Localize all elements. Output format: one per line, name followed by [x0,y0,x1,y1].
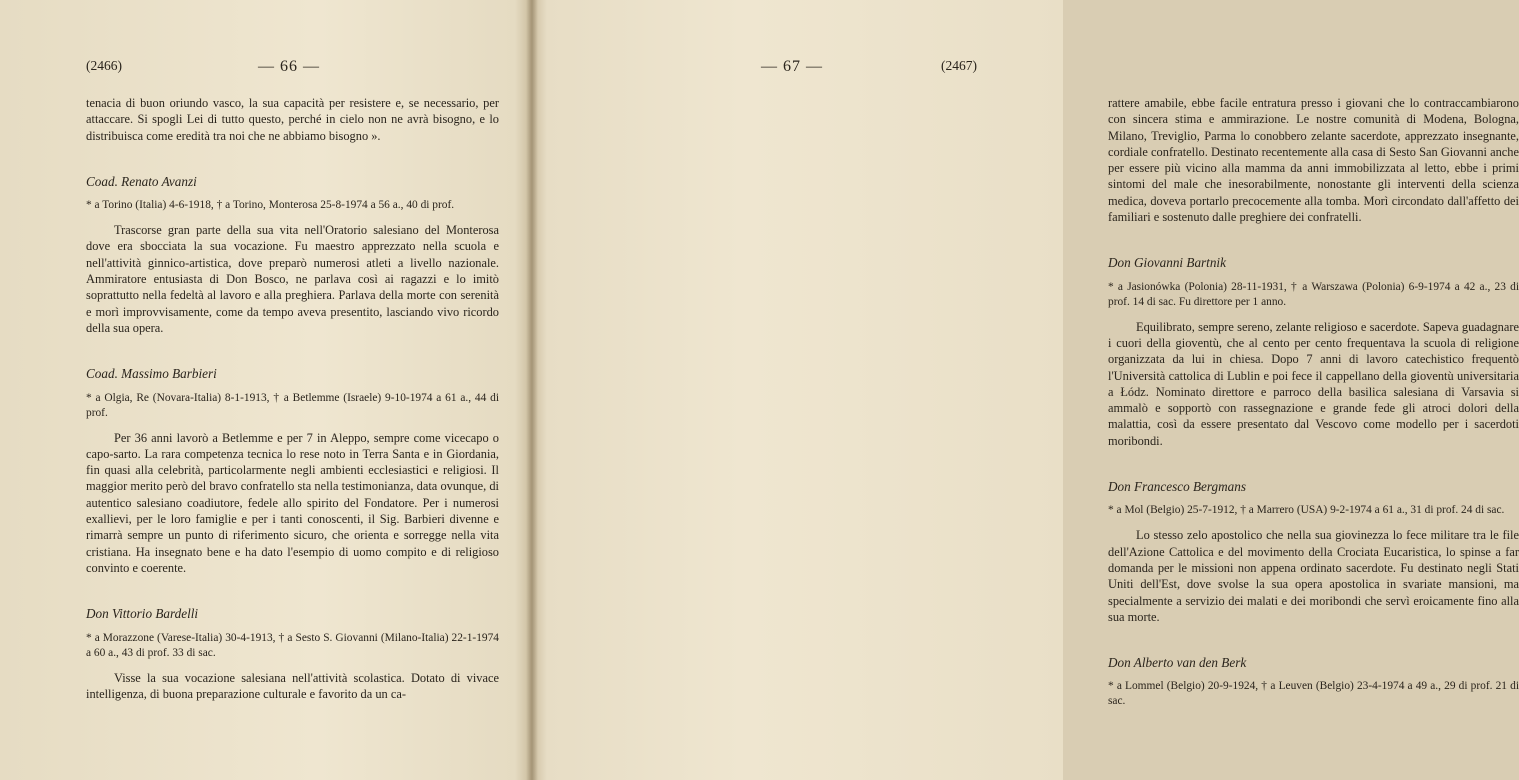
entry-heading: Don Vittorio Bardelli [86,606,199,622]
entry-heading: Don Francesco Bergmans [1108,479,1246,495]
entry-heading: Don Giovanni Bartnik [1108,255,1226,271]
entry-heading: Coad. Renato Avanzi [86,173,197,189]
right-page [531,0,1519,780]
left-folio: — 66 — [258,58,320,75]
body-paragraph: Equilibrato, sempre sereno, zelante religioso e sacerdote. Sapeva guadagnare i cuori della gioventù, che al cento per cento frequentava la scuola di religione organizzata da lui in chiesa. Dopo 7 anni di lavoro catechistico frequentò l'Università cattolica di Lublin e poi fece il cappellano della gioventù universitaria a Łódz. Nominato direttore e parroco della basilica salesiana di Varsavia si ammalò e sopportò con rassegnazione e grande fede gli atroci dolori della malattia, così da essere presentato dal Vescovo come modello per i sacerdoti moribondi. [1108,319,1519,448]
entry-dates: * a Olgia, Re (Novara-Italia) 8-1-1913, † a Betlemme (Israele) 9-10-1974 a 61 a., 44 di prof. [86,391,499,419]
book-gutter [526,0,538,780]
left-page-id: (2466) [86,58,122,73]
body-paragraph: tenacia di buon oriundo vasco, la sua capacità per resistere e, se necessario, per attaccare. Si spogli Lei di tutto questo, perché in cielo non ne avrà bisogno, e lo distribuisca come eredità tra noi che ne abbiamo bisogno ». [86,96,499,143]
entry-dates: * a Torino (Italia) 4-6-1918, † a Torino, Monterosa 25-8-1974 a 56 a., 40 di prof. [86,199,455,212]
entry-dates: * a Jasionówka (Polonia) 28-11-1931, † a Warszawa (Polonia) 6-9-1974 a 42 a., 23 di prof. 14 di sac. Fu direttore per 1 anno. [1108,280,1519,308]
right-folio: — 67 — [761,58,823,75]
right-page-id: (2467) [941,58,977,73]
entry-dates: * a Mol (Belgio) 25-7-1912, † a Marrero (USA) 9-2-1974 a 61 a., 31 di prof. 24 di sac. [1108,504,1505,517]
entry-heading: Coad. Massimo Barbieri [86,366,217,382]
left-page [0,0,531,780]
body-paragraph: rattere amabile, ebbe facile entratura presso i giovani che lo contraccambiarono con sincera stima e ammirazione. Le nostre comunità di Modena, Bologna, Milano, Treviglio, Parma lo conobbero zelante sacerdote, apprezzato insegnante, cordiale confratello. Destinato recentemente alla casa di Sesto San Giovanni anche per essere più vicino alla mamma da anni immobilizzata al letto, ebbe i primi sintomi del male che inesorabilmente, nonostante gli interventi della scienza medica, doveva portarlo precocemente alla tomba. Morì circondato dall'affetto dei familiari e sostenuto dalle preghiere dei confratelli. [1108,96,1519,225]
right-page-body [1108,95,1519,718]
left-page-body [86,95,499,702]
body-paragraph: Per 36 anni lavorò a Betlemme e per 7 in Aleppo, sempre come vicecapo o capo-sarto. La rara competenza tecnica lo rese noto in Terra Santa e in Giordania, fin quasi alla celebrità, particolarmente negli ambienti ecclesiastici e religiosi. Il maggior merito però del bravo confratello sta nella testimonianza, data ovunque, di autentico salesiano coadiutore, fedele allo spirito del Fondatore. Per i numerosi exallievi, per le loro famiglie e per i tanti conoscenti, il Sig. Barbieri divenne e rimarrà sempre un punto di riferimento sicuro, che orienta e sorregge nella vita cristiana. Ha insegnato bene e ha dato l'esempio di uomo compito e di religioso convinto e coerente. [86,430,499,575]
body-paragraph: Visse la sua vocazione salesiana nell'attività scolastica. Dotato di vivace intelligenza, di buona preparazione culturale e favorito da un ca- [86,670,499,701]
entry-dates: * a Lommel (Belgio) 20-9-1924, † a Leuven (Belgio) 23-4-1974 a 49 a., 29 di prof. 21 di sac. [1108,680,1519,708]
entry-dates: * a Morazzone (Varese-Italia) 30-4-1913, † a Sesto S. Giovanni (Milano-Italia) 22-1-1974 a 60 a., 43 di prof. 33 di sac. [86,631,499,659]
entry-heading: Don Alberto van den Berk [1108,655,1247,671]
body-paragraph: Lo stesso zelo apostolico che nella sua giovinezza lo fece militare tra le file dell'Azione Cattolica e del movimento della Crociata Eucaristica, lo spinse a far domanda per le missioni non appena ordinato sacerdote. Fu destinato negli Stati Uniti dell'Est, dove svolse la sua opera apostolica in svariate mansioni, ma specialmente a servizio dei malati e dei moribondi che servì eroicamente fino alla sua morte. [1108,528,1519,624]
body-paragraph: Trascorse gran parte della sua vita nell'Oratorio salesiano del Monterosa dove era sbocciata la sua vocazione. Fu maestro apprezzato nella scuola e nell'attività ginnico-artistica, dove preparò numerosi atleti a livello nazionale. Ammiratore entusiasta di Don Bosco, ne parlava così ai ragazzi e lo imitò soprattutto nella fedeltà al lavoro e alla preghiera. Parlava della morte con serenità e morì improvvisamente, come da tempo aveva presentito, lasciando vivo ricordo della sua opera. [86,223,499,335]
